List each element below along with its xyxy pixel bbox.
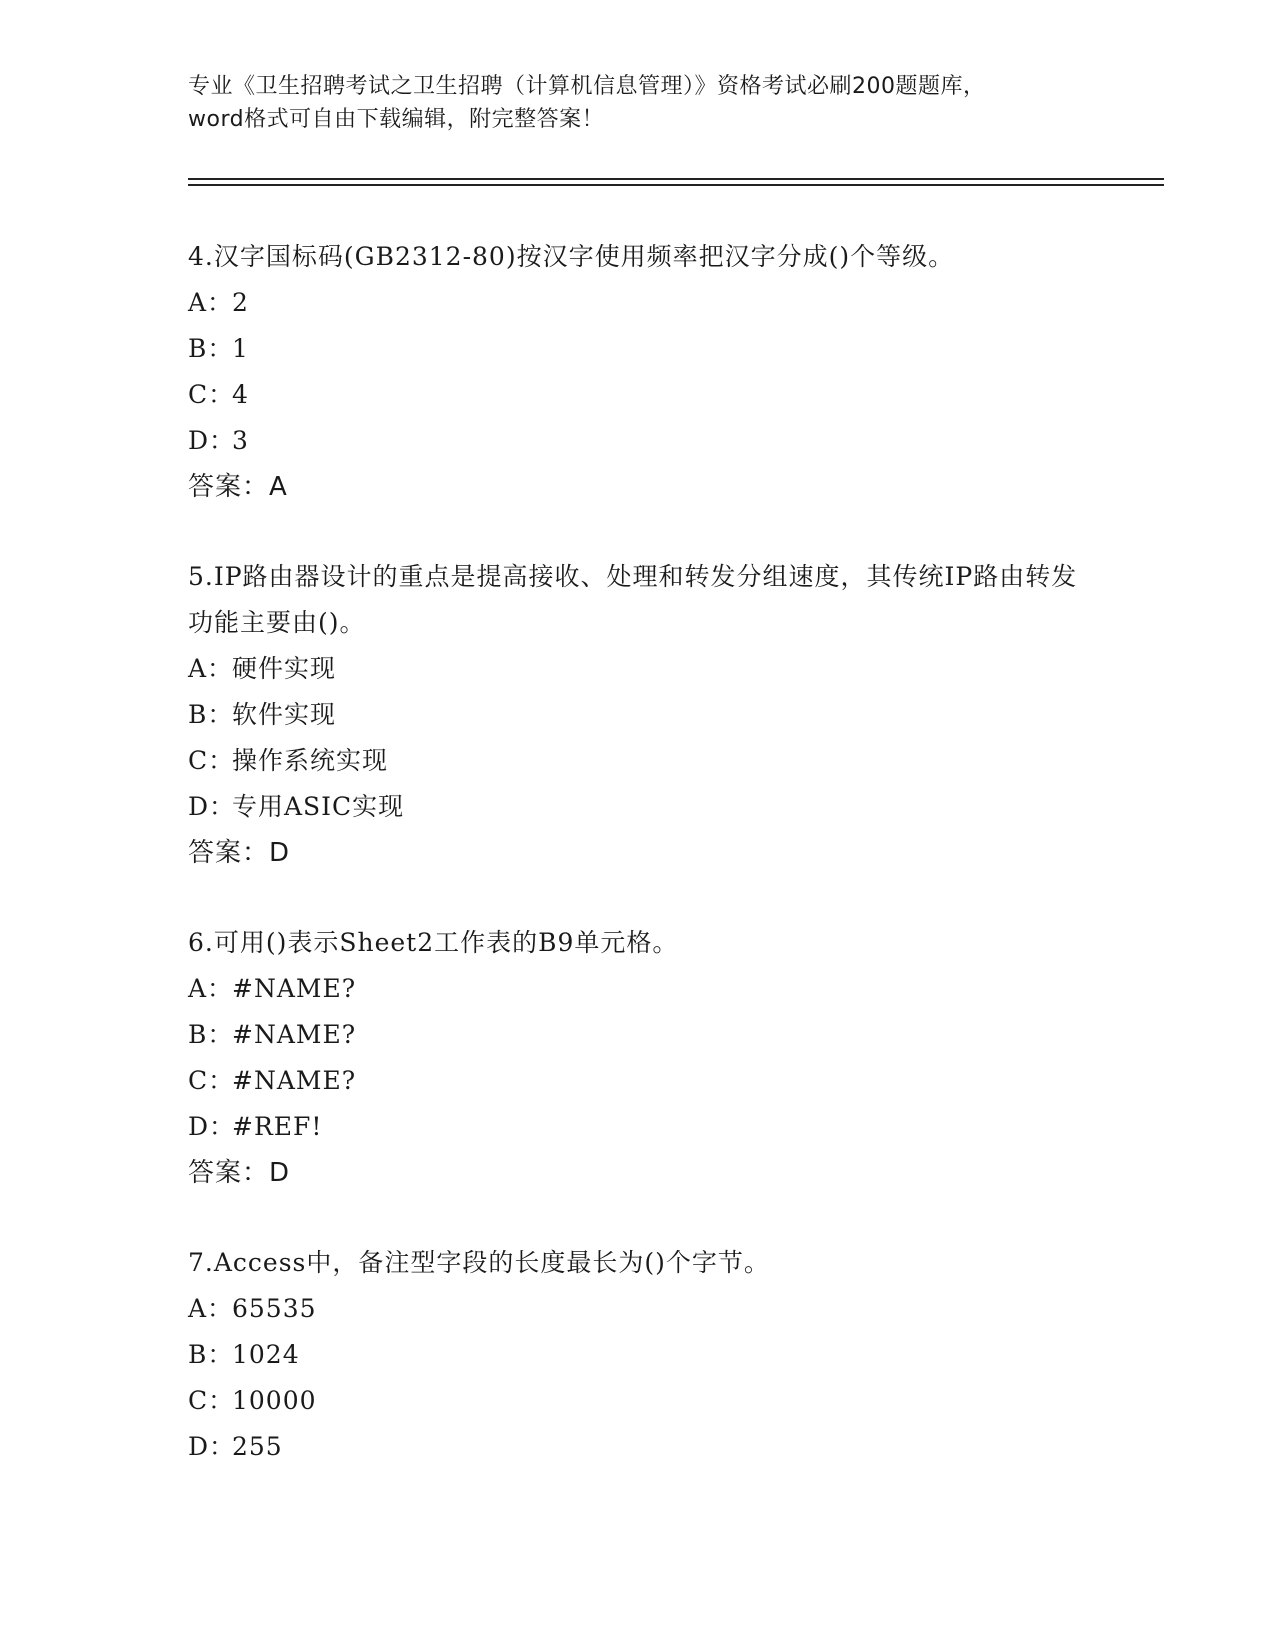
option-key: D：: [188, 1432, 236, 1461]
question-text: 4.汉字国标码(GB2312-80)按汉字使用频率把汉字分成()个等级。: [188, 242, 955, 271]
option-value: 操作系统实现: [232, 746, 389, 775]
option-value: #NAME?: [232, 974, 357, 1003]
header-divider-top: [188, 178, 1164, 180]
option-value: 65535: [232, 1294, 317, 1323]
answer-text: 答案：D: [188, 1158, 291, 1188]
option-value: 软件实现: [232, 700, 337, 729]
option-value: #NAME?: [232, 1066, 357, 1095]
option-c: [188, 738, 1088, 784]
option-b: [188, 692, 1088, 738]
question-text: 5.IP路由器设计的重点是提高接收、处理和转发分组速度，其传统IP路由转发功能主要由()。: [188, 562, 1078, 637]
question-spacer: [188, 876, 1088, 920]
option-value: 255: [232, 1432, 283, 1461]
option-value: 专用ASIC实现: [232, 792, 405, 821]
option-value: 1024: [232, 1340, 300, 1369]
option-key: C：: [188, 746, 235, 775]
option-key: B：: [188, 1340, 234, 1369]
option-value: 2: [232, 288, 249, 317]
option-key: D：: [188, 792, 236, 821]
option-d: [188, 418, 1088, 464]
answer-text: 答案：A: [188, 472, 288, 502]
option-key: D：: [188, 426, 236, 455]
option-d: [188, 1424, 1088, 1470]
header-line-2: word格式可自由下载编辑，附完整答案！: [188, 107, 605, 132]
option-key: A：: [188, 974, 234, 1003]
question-text: 7.Access中，备注型字段的长度最长为()个字节。: [188, 1248, 770, 1277]
option-key: C：: [188, 380, 235, 409]
option-key: B：: [188, 334, 234, 363]
option-value: 4: [232, 380, 249, 409]
option-key: A：: [188, 654, 234, 683]
option-d: [188, 1104, 1088, 1150]
option-value: 1: [232, 334, 249, 363]
answer-text: 答案：D: [188, 838, 291, 868]
option-a: [188, 280, 1088, 326]
option-b: [188, 1012, 1088, 1058]
option-c: [188, 372, 1088, 418]
document-header: [188, 70, 1088, 136]
option-value: 3: [232, 426, 249, 455]
question-item: [188, 554, 1088, 876]
option-b: [188, 1332, 1088, 1378]
question-list: [188, 234, 1088, 1470]
option-a: [188, 966, 1088, 1012]
option-value: 硬件实现: [232, 654, 337, 683]
option-a: [188, 1286, 1088, 1332]
option-a: [188, 646, 1088, 692]
header-divider-bottom: [188, 184, 1164, 186]
option-c: [188, 1058, 1088, 1104]
question-item: [188, 1240, 1088, 1470]
option-d: [188, 784, 1088, 830]
option-key: C：: [188, 1386, 235, 1415]
option-key: D：: [188, 1112, 236, 1141]
option-value: #REF!: [232, 1112, 323, 1141]
question-item: [188, 920, 1088, 1196]
option-key: B：: [188, 700, 234, 729]
option-c: [188, 1378, 1088, 1424]
option-value: #NAME?: [232, 1020, 357, 1049]
header-line-1: 专业《卫生招聘考试之卫生招聘（计算机信息管理）》资格考试必刷200题题库，: [188, 74, 986, 99]
question-text: 6.可用()表示Sheet2工作表的B9单元格。: [188, 928, 679, 957]
option-b: [188, 326, 1088, 372]
question-item: [188, 234, 1088, 510]
question-spacer: [188, 1196, 1088, 1240]
question-spacer: [188, 510, 1088, 554]
option-key: B：: [188, 1020, 234, 1049]
option-key: A：: [188, 288, 234, 317]
option-value: 10000: [232, 1386, 317, 1415]
option-key: C：: [188, 1066, 235, 1095]
option-key: A：: [188, 1294, 234, 1323]
